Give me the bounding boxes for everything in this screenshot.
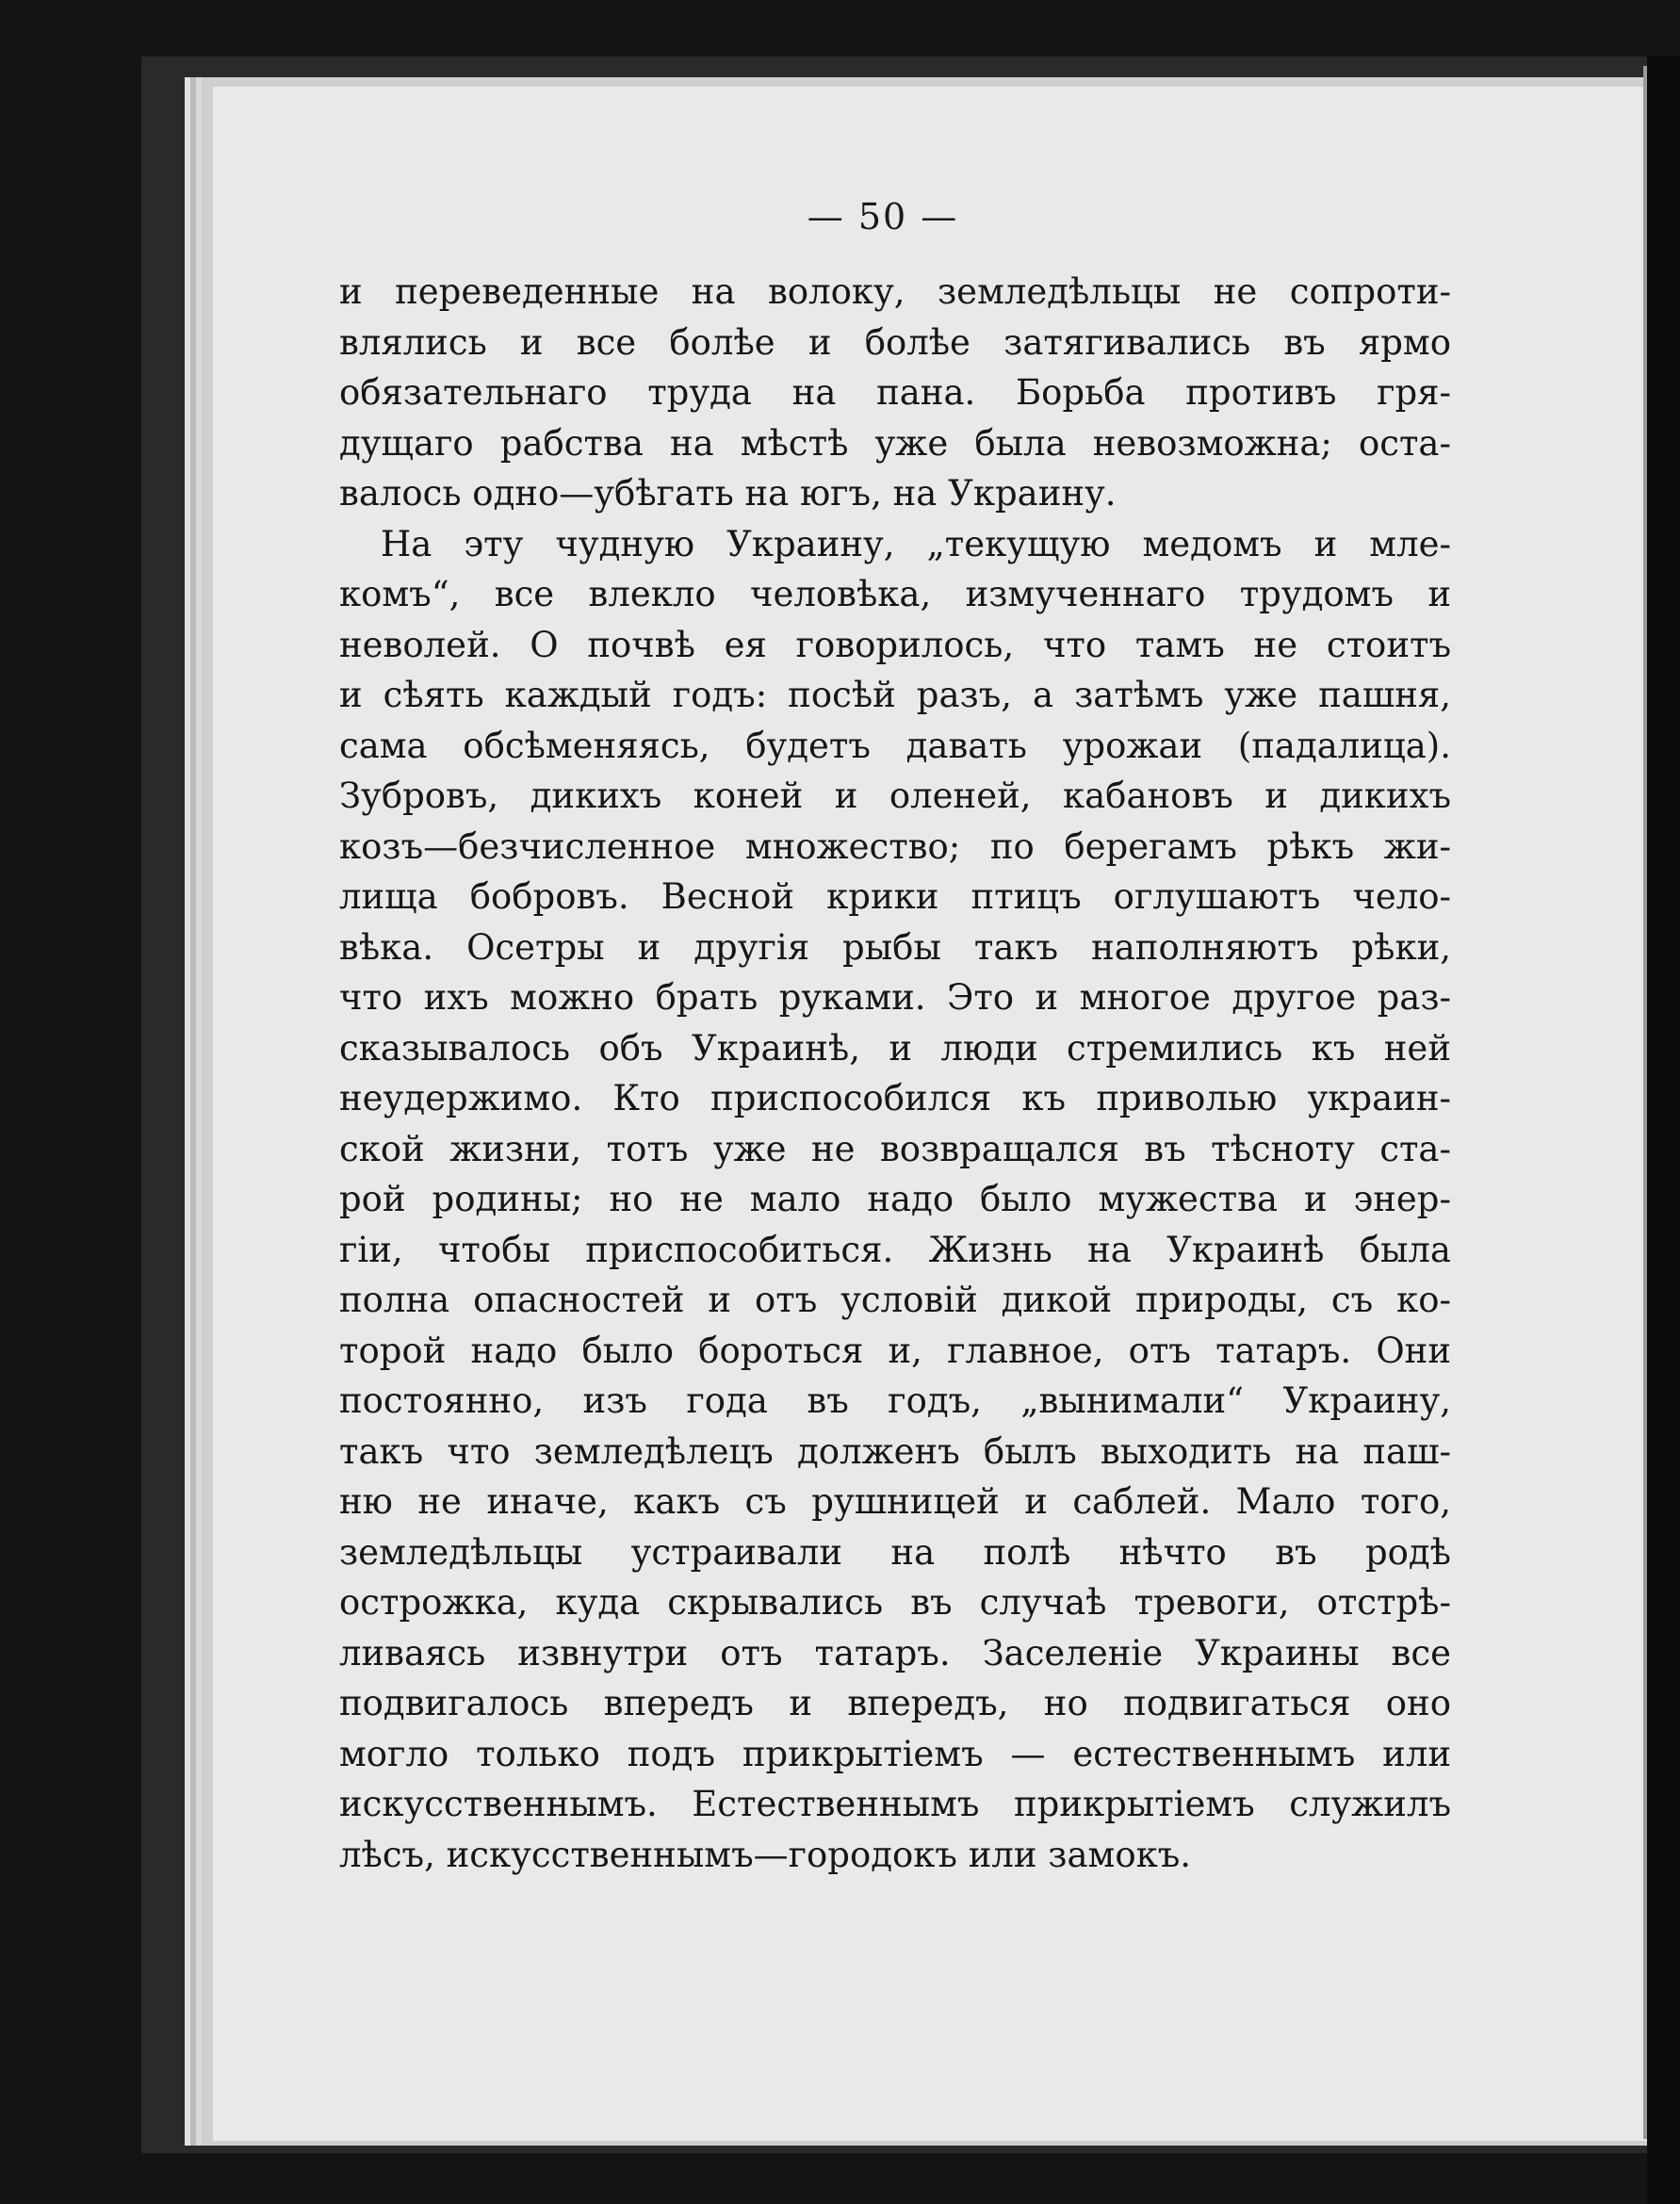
text-line: лища бобровъ. Весной крики птицъ оглушаютъ чело- <box>339 876 1451 917</box>
text-line: обязательнаго труда на пана. Борьба противъ гря- <box>339 372 1451 413</box>
text-line: ливаясь извнутри отъ татаръ. Заселеніе Украины все <box>339 1632 1451 1673</box>
text-line: вѣка. Осетры и другія рыбы такъ наполняютъ рѣки, <box>339 926 1451 968</box>
text-line: сказывалось объ Украинѣ, и люди стремились къ ней <box>339 1027 1451 1069</box>
text-line: и сѣять каждый годъ: посѣй разъ, а затѣмъ уже пашня, <box>339 675 1451 715</box>
text-line: влялись и все болѣе и болѣе затягивались въ ярмо <box>339 321 1451 363</box>
text-line: и переведенные на волоку, земледѣльцы не сопроти- <box>339 271 1451 312</box>
text-line: постоянно, изъ года въ годъ, „вынимали“ Украину, <box>339 1380 1451 1421</box>
text-line: подвигалось впередъ и впередъ, но подвигаться оно <box>339 1683 1451 1723</box>
text-line: неудержимо. Кто приспособился къ приволью украин- <box>339 1078 1451 1118</box>
text-line: На эту чудную Украину, „текущую медомъ и мле- <box>381 523 1451 564</box>
text-line: что ихъ можно брать руками. Это и многое другое раз- <box>339 977 1451 1018</box>
text-line: ню не иначе, какъ съ рушницей и саблей. Мало того, <box>339 1481 1451 1522</box>
text-line: полна опасностей и отъ условій дикой природы, съ ко- <box>339 1280 1451 1320</box>
scan-border-right <box>1647 57 1680 2204</box>
text-line: лѣсъ, искусственнымъ—городокъ или замокъ. <box>339 1834 1192 1875</box>
text-line: острожка, куда скрывались въ случаѣ тревоги, отстрѣ- <box>339 1582 1451 1623</box>
text-line: могло только подъ прикрытіемъ — естественнымъ или <box>339 1733 1451 1774</box>
text-line: такъ что земледѣлецъ долженъ былъ выходить на паш- <box>339 1430 1451 1472</box>
text-line: комъ“, все влекло человѣка, измученнаго трудомъ и <box>339 574 1451 614</box>
text-line: неволей. О почвѣ ея говорилось, что тамъ не стоитъ <box>339 624 1451 665</box>
text-line: рой родины; но не мало надо было мужества и энер- <box>339 1179 1451 1219</box>
text-line: земледѣльцы устраивали на полѣ нѣчто въ родѣ <box>339 1531 1451 1573</box>
text-line: искусственнымъ. Естественнымъ прикрытіемъ служилъ <box>339 1784 1451 1824</box>
text-line: валось одно—убѣгать на югъ, на Украину. <box>339 473 1117 514</box>
text-line: сама обсѣменяясь, будетъ давать урожаи (падалица). <box>339 725 1451 766</box>
text-line: Зубровъ, дикихъ коней и оленей, кабановъ и дикихъ <box>339 775 1451 816</box>
text-line: козъ—безчисленное множество; по берегамъ рѣкъ жи- <box>339 825 1451 867</box>
text-line: ской жизни, тотъ уже не возвращался въ тѣсноту ста- <box>339 1128 1451 1169</box>
body-text <box>339 267 1451 1880</box>
text-line: гіи, чтобы приспособиться. Жизнь на Украинѣ была <box>339 1229 1451 1270</box>
text-line: дущаго рабства на мѣстѣ уже была невозможна; оста- <box>339 422 1451 464</box>
page-number: — 50 — <box>807 196 959 237</box>
text-line: торой надо было бороться и, главное, отъ татаръ. Они <box>339 1330 1451 1371</box>
